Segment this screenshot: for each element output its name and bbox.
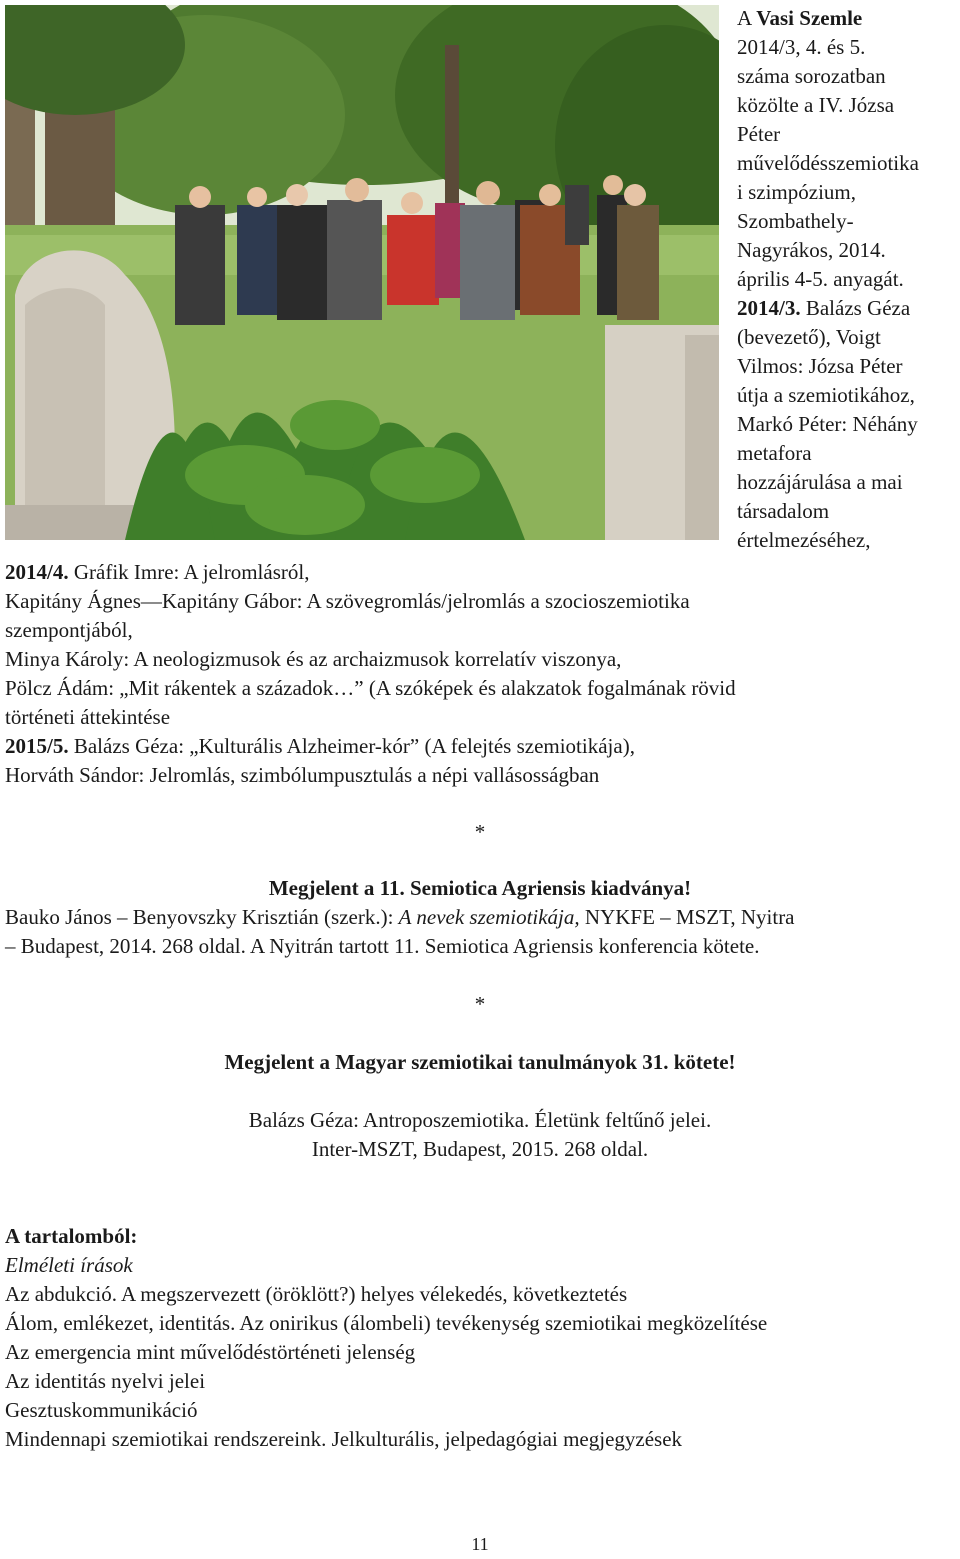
semiotica-line: – Budapest, 2014. 268 oldal. A Nyitrán tartott 11. Semiotica Agriensis konferencia kötete. bbox=[5, 934, 760, 958]
contents-subheading: Elméleti írások bbox=[5, 1253, 133, 1277]
side-line: Balázs Géza bbox=[800, 296, 911, 320]
vasi-line bbox=[5, 558, 309, 587]
group-photo bbox=[5, 5, 719, 540]
side-line: A bbox=[737, 6, 757, 30]
page-number: 11 bbox=[471, 1534, 489, 1554]
issue-label: 2014/3. bbox=[737, 296, 801, 320]
contents-item: Álom, emlékezet, identitás. Az onirikus (álombeli) tevékenység szemiotikai megközelítése bbox=[5, 1311, 768, 1335]
side-line: művelődésszemiotika bbox=[737, 151, 919, 175]
journal-name: Vasi Szemle bbox=[756, 6, 863, 30]
magyar-line: Balázs Géza: Antroposzemiotika. Életünk feltűnő jelei. bbox=[248, 1108, 712, 1132]
side-line: közölte a IV. Józsa bbox=[737, 93, 895, 117]
vasi-line: Kapitány Ágnes—Kapitány Gábor: A szövegromlás/jelromlás a szocioszemiotika bbox=[5, 589, 690, 613]
side-line: Nagyrákos, 2014. bbox=[737, 238, 886, 262]
contents-item: Gesztuskommunikáció bbox=[5, 1398, 198, 1422]
side-line: i szimpózium, bbox=[737, 180, 856, 204]
vasi-szemle-intro bbox=[737, 4, 959, 555]
vasi-line: szempontjából, bbox=[5, 618, 133, 642]
side-line: útja a szemiotikához, bbox=[737, 383, 915, 407]
separator-asterisk: * bbox=[474, 992, 486, 1016]
magyar-heading: Megjelent a Magyar szemiotikai tanulmányok 31. kötete! bbox=[224, 1050, 736, 1074]
side-line: társadalom bbox=[737, 499, 830, 523]
vasi-line: Pölcz Ádám: „Mit rákentek a századok…” (A szóképek és alakzatok fogalmának rövid bbox=[5, 676, 736, 700]
side-line: Vilmos: Józsa Péter bbox=[737, 354, 903, 378]
publisher: NYKFE – MSZT, Nyitra bbox=[579, 905, 795, 929]
book-title: A nevek szemiotikája, bbox=[398, 905, 580, 929]
side-line: metafora bbox=[737, 441, 812, 465]
vasi-line bbox=[5, 732, 635, 761]
side-line: 2014/3, 4. és 5. bbox=[737, 35, 866, 59]
semiotica-line bbox=[5, 903, 795, 932]
contents-item: Mindennapi szemiotikai rendszereink. Jelkulturális, jelpedagógiai megjegyzések bbox=[5, 1427, 683, 1451]
side-line: Szombathely- bbox=[737, 209, 854, 233]
semiotica-heading: Megjelent a 11. Semiotica Agriensis kiadványa! bbox=[268, 876, 692, 900]
vasi-line: Horváth Sándor: Jelromlás, szimbólumpusztulás a népi vallásosságban bbox=[5, 763, 600, 787]
separator-asterisk: * bbox=[474, 820, 486, 844]
contents-heading: A tartalomból: bbox=[5, 1224, 138, 1248]
side-line: Péter bbox=[737, 122, 781, 146]
contents-item: Az abdukció. A megszervezett (öröklött?) helyes vélekedés, következtetés bbox=[5, 1282, 628, 1306]
side-line: hozzájárulása a mai bbox=[737, 470, 903, 494]
side-line: száma sorozatban bbox=[737, 64, 886, 88]
contents-item: Az emergencia mint művelődéstörténeti jelenség bbox=[5, 1340, 416, 1364]
vasi-line: történeti áttekintése bbox=[5, 705, 171, 729]
issue-label: 2015/5. bbox=[5, 734, 69, 758]
editors: Bauko János – Benyovszky Krisztián (szerk.): bbox=[5, 905, 399, 929]
magyar-line: Inter-MSZT, Budapest, 2015. 268 oldal. bbox=[311, 1137, 649, 1161]
contents-item: Az identitás nyelvi jelei bbox=[5, 1369, 206, 1393]
side-line: április 4-5. anyagát. bbox=[737, 267, 904, 291]
vasi-line: Minya Károly: A neologizmusok és az archaizmusok korrelatív viszonya, bbox=[5, 647, 622, 671]
vasi-text: Gráfik Imre: A jelromlásról, bbox=[68, 560, 310, 584]
side-line: (bevezető), Voigt bbox=[737, 325, 881, 349]
issue-label: 2014/4. bbox=[5, 560, 69, 584]
vasi-text: Balázs Géza: „Kulturális Alzheimer-kór” (A felejtés szemiotikája), bbox=[68, 734, 635, 758]
side-line: értelmezéséhez, bbox=[737, 528, 871, 552]
side-line: Markó Péter: Néhány bbox=[737, 412, 918, 436]
